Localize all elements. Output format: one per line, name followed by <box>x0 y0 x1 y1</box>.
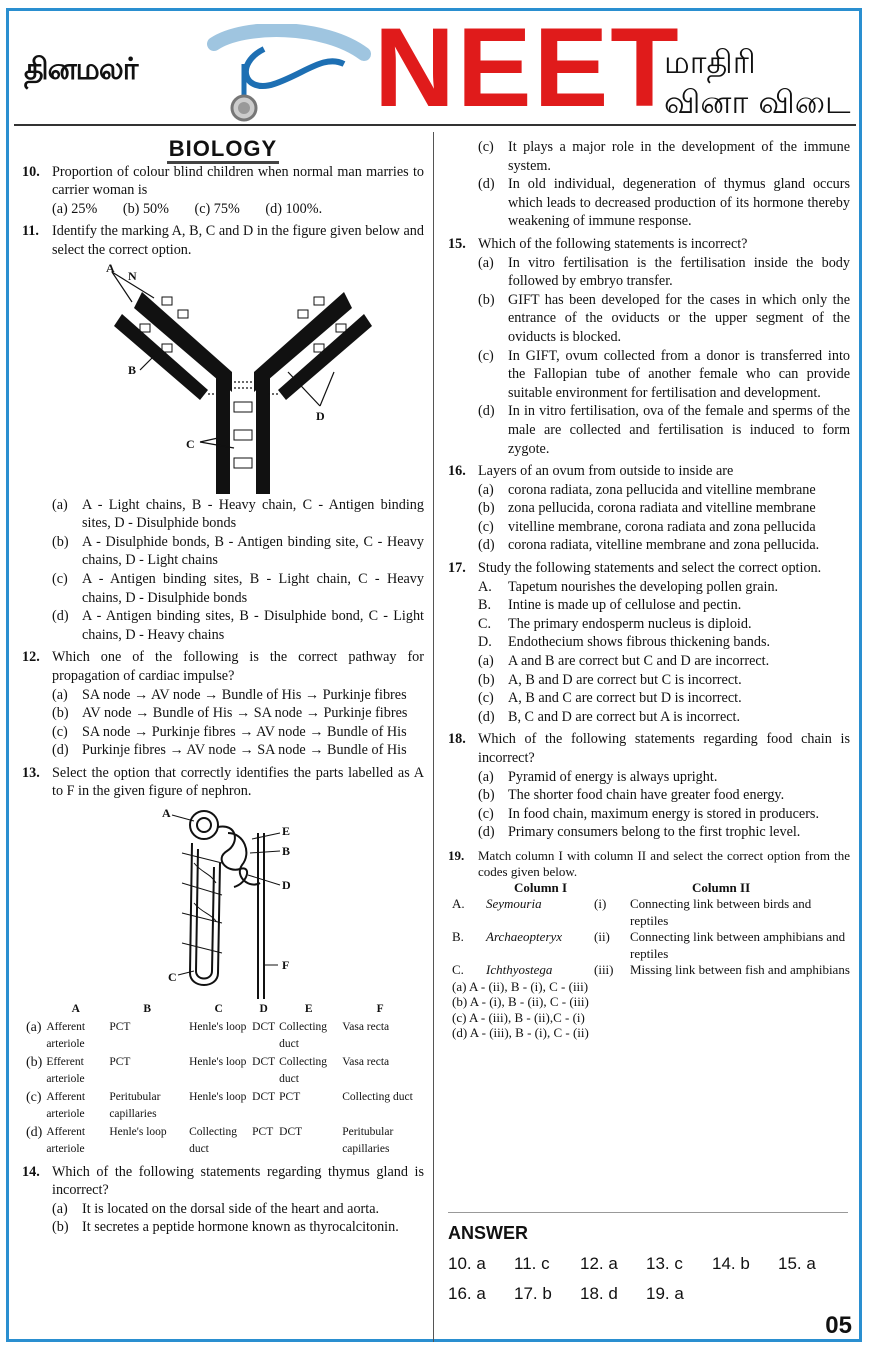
match-codes <box>452 979 850 1041</box>
option-letter: (c) <box>478 518 494 535</box>
table-cell: Peritubular capillaries <box>109 1090 161 1121</box>
question-number: 15. <box>448 235 466 252</box>
column-ii-header: Column II <box>692 879 751 895</box>
antibody-figure <box>22 262 422 494</box>
question-number: 11. <box>22 223 39 240</box>
statement-letter: C. <box>478 615 492 632</box>
option-text: In in vitro fertilisation, ova of the female and sperms of the male are collected and fertilisation is induced to form zygote. <box>508 403 850 457</box>
table-cell: Peritubular capillaries <box>342 1125 394 1156</box>
stem-left <box>216 372 230 494</box>
option-b <box>52 1218 424 1237</box>
question-text: Which of the following statements regarding thymus gland is incorrect? <box>52 1163 424 1199</box>
option-text: GIFT has been developed for the cases in which only the entrance of the oviducts or the upper segment of the oviducts is blocked. <box>508 291 850 345</box>
option-letter: (d) <box>52 608 69 625</box>
table-cell: PCT <box>109 1055 131 1068</box>
page-number: 05 <box>825 1312 852 1339</box>
question-text: Which one of the following is the correct pathway for propagation of cardiac impulse? <box>52 649 424 684</box>
fig-label-c: C <box>186 436 195 451</box>
table-cell: Henle's loop <box>109 1125 167 1138</box>
option-letter: (a) <box>478 481 494 498</box>
option-text: Pyramid of energy is always upright. <box>508 768 718 785</box>
question-text: Identify the marking A, B, C and D in the figure given below and select the correct option. <box>52 223 424 258</box>
option-text: A - Light chains, B - Heavy chain, C - Antigen binding sites, D - Disulphide bonds <box>82 496 424 532</box>
table-cell: Collecting duct <box>279 1055 328 1086</box>
option-b <box>478 786 850 805</box>
column-i-header: Column I <box>514 879 568 895</box>
answer-key <box>448 1212 848 1304</box>
option-letter: (d) <box>478 708 495 725</box>
table-cell: DCT <box>252 1055 276 1068</box>
option-letter: (b) <box>478 500 495 517</box>
option-letter: (b) <box>478 671 495 688</box>
option-a <box>478 652 850 671</box>
option-letter: (c) <box>478 805 494 822</box>
option-text: It plays a major role in the development of the immune system. <box>508 139 850 174</box>
question-number: 14. <box>22 1163 40 1180</box>
table-cell: DCT <box>252 1090 276 1103</box>
option-text: SA node → AV node → Bundle of His → Purkinje fibres <box>82 686 407 703</box>
option-text: B, C and D are correct but A is incorrect. <box>508 708 741 725</box>
option-b <box>478 671 850 690</box>
question-15 <box>448 235 850 254</box>
answer-item: 12. a <box>580 1254 618 1273</box>
option-letter: (a) <box>478 653 494 670</box>
option-letter: (b) <box>478 291 495 308</box>
fig-label-b: B <box>282 844 291 859</box>
option-b <box>478 291 850 347</box>
statement-b <box>478 596 850 615</box>
question-number: 16. <box>448 463 466 480</box>
question-text: Layers of an ovum from outside to inside are <box>478 463 734 480</box>
table-cell: PCT <box>252 1125 274 1138</box>
table-header <box>24 1001 44 1019</box>
option-letter: (b) <box>52 1219 69 1236</box>
option-letter: (c) <box>478 690 494 707</box>
question-number: 17. <box>448 560 466 577</box>
option-b <box>52 704 424 723</box>
option-letter: (d) <box>478 824 495 841</box>
option-letter: (b) <box>52 705 69 722</box>
option-d <box>478 402 850 458</box>
statement-d <box>478 633 850 652</box>
table-cell: (a) <box>26 1019 42 1035</box>
answer-item: 14. b <box>712 1254 750 1273</box>
option-c <box>478 347 850 403</box>
table-cell: DCT <box>279 1125 303 1138</box>
option-text: SA node → Purkinje fibres → AV node → Bundle of His <box>82 723 407 740</box>
option-text: It secretes a peptide hormone known as thyrocalcitonin. <box>82 1219 399 1236</box>
option-a <box>478 481 850 500</box>
column-divider <box>433 132 434 1342</box>
table-cell: Henle's loop <box>189 1090 247 1103</box>
option-text: corona radiata, zona pellucida and vitelline membrane <box>508 481 816 498</box>
option-b <box>478 499 850 518</box>
statement-text: Intine is made up of cellulose and pectin. <box>508 597 742 614</box>
option-text: A - Disulphide bonds, B - Antigen binding site, C - Heavy chains, D - Light chains <box>82 533 424 569</box>
statement-text: Endothecium shows fibrous thickening bands. <box>508 634 771 651</box>
right-column <box>448 138 850 1041</box>
option: (c) 75% <box>194 200 240 217</box>
table-header: E <box>304 1003 313 1016</box>
option-text: In food chain, maximum energy is stored in producers. <box>508 805 820 822</box>
table-row <box>24 1089 420 1124</box>
match-row: B. Archaeopteryx (ii) Connecting link between amphibians and reptiles <box>452 929 846 961</box>
option-text: zona pellucida, corona radiata and vitelline membrane <box>508 500 816 517</box>
option-d <box>478 536 850 555</box>
answer-title: ANSWER <box>448 1212 848 1244</box>
statement-text: Tapetum nourishes the developing pollen grain. <box>508 578 779 595</box>
option-c <box>478 518 850 537</box>
fig-label-d: D <box>282 878 291 893</box>
option-letter: (b) <box>52 533 69 550</box>
option-letter: (c) <box>478 139 494 155</box>
table-cell: Collecting duct <box>189 1125 237 1156</box>
option-letter: (d) <box>478 176 495 193</box>
option-text: corona radiata, vitelline membrane and zona pellucida. <box>508 537 820 554</box>
option-c <box>52 570 424 607</box>
question-number: 12. <box>22 649 40 666</box>
option-letter: (a) <box>478 254 494 271</box>
option-letter: (b) <box>478 787 495 804</box>
page-header <box>14 5 856 130</box>
question-11 <box>22 222 424 259</box>
question-text: Which of the following statements is incorrect? <box>478 235 748 252</box>
table-header: A <box>71 1003 80 1016</box>
option-c <box>478 138 850 175</box>
answer-item: 13. c <box>646 1254 683 1273</box>
table-cell: Vasa recta <box>342 1020 390 1033</box>
fig-label-b: B <box>128 362 137 377</box>
question-13 <box>22 764 424 801</box>
table-cell: PCT <box>109 1020 131 1033</box>
option-letter: (d) <box>478 537 495 554</box>
option-a <box>478 768 850 787</box>
fig-label-d: D <box>316 408 325 423</box>
question-14 <box>22 1163 424 1200</box>
option-text: AV node → Bundle of His → SA node → Purkinje fibres <box>82 705 408 722</box>
option-text: A, B and C are correct but D is incorrect. <box>508 690 742 707</box>
question-17 <box>448 559 850 578</box>
option-d <box>478 823 850 842</box>
table-header-row <box>24 1001 420 1019</box>
option-c <box>478 689 850 708</box>
option-a <box>52 496 424 533</box>
left-column <box>22 138 424 1237</box>
statement-letter: B. <box>478 597 492 614</box>
option-text: A and B are correct but C and D are incorrect. <box>508 653 770 670</box>
option-text: In vitro fertilisation is the fertilisation inside the body followed by embryo transfer. <box>508 254 850 290</box>
option-d <box>52 741 424 760</box>
statement-letter: D. <box>478 634 492 651</box>
answer-row <box>448 1254 848 1274</box>
option-letter: (a) <box>52 496 68 513</box>
option-letter: (d) <box>478 403 495 420</box>
answer-item: 11. c <box>514 1254 550 1273</box>
option-a <box>52 686 424 705</box>
answer-item: 10. a <box>448 1254 486 1273</box>
table-row <box>24 1124 420 1159</box>
table-header: C <box>214 1003 223 1016</box>
table-cell: (d) <box>26 1124 43 1140</box>
option-text: It is located on the dorsal side of the heart and aorta. <box>82 1200 380 1217</box>
question-text: Study the following statements and select the correct option. <box>478 560 822 577</box>
option-c <box>478 805 850 824</box>
table-cell: Afferent arteriole <box>46 1090 86 1121</box>
option-c <box>52 723 424 742</box>
option-text: vitelline membrane, corona radiata and zona pellucida <box>508 518 816 535</box>
option: (d) 100%. <box>265 200 323 217</box>
table-row <box>24 1019 420 1054</box>
question-19 <box>448 848 850 880</box>
question-number: 10. <box>22 163 40 180</box>
table-cell: PCT <box>279 1090 301 1103</box>
table-cell: (b) <box>26 1054 43 1070</box>
table-cell: Collecting duct <box>279 1020 328 1051</box>
subtitle-line-2: வினா விடை <box>664 83 851 121</box>
option-text: In old individual, degeneration of thymus gland occurs which leads to decreased production of its hormone thereby weakening of immune response. <box>508 176 850 230</box>
fig-label-f: F <box>282 958 290 973</box>
table-cell: Efferent arteriole <box>46 1055 85 1086</box>
fig-label-n: N <box>128 268 137 283</box>
subtitle-line-1: மாதிரி <box>664 43 756 81</box>
option-letter: (a) <box>478 768 494 785</box>
stem-right <box>256 372 270 494</box>
question-text: Match column I with column II and select the correct option from the codes given below. <box>478 847 850 879</box>
code-option: (b) A - (i), B - (ii), C - (iii) <box>452 994 589 1010</box>
subject-heading: BIOLOGY <box>22 140 424 159</box>
match-row: C. Ichthyostega (iii) Missing link between fish and amphibians <box>452 962 850 978</box>
option-text: A, B and D are correct but C is incorrect. <box>508 671 742 688</box>
table-header: D <box>259 1003 268 1016</box>
option-letter: (a) <box>52 1200 68 1217</box>
table-cell: Collecting duct <box>342 1090 413 1103</box>
option-d <box>52 607 424 644</box>
answer-item: 17. b <box>514 1284 552 1303</box>
question-number: 18. <box>448 731 466 748</box>
option-d <box>478 708 850 727</box>
table-row <box>24 1054 420 1089</box>
table-cell: Vasa recta <box>342 1055 390 1068</box>
answer-item: 16. a <box>448 1284 486 1303</box>
neet-title: NEET <box>374 5 681 130</box>
option-a <box>478 254 850 291</box>
option-text: In GIFT, ovum collected from a donor is transferred into the Fallopian tube of another female who can provide suitable environment for fertilisation and development. <box>508 347 850 401</box>
statement-letter: A. <box>478 578 492 595</box>
statement-a <box>478 578 850 597</box>
q10-options <box>52 200 424 219</box>
question-text: Proportion of colour blind children when normal man marries to carrier woman is <box>52 163 424 199</box>
option-letter: (d) <box>52 742 69 759</box>
option-b <box>52 533 424 570</box>
table-cell: Henle's loop <box>189 1020 247 1033</box>
option-text: A - Antigen binding sites, B - Disulphide bond, C - Light chains, D - Heavy chains <box>82 608 424 643</box>
option-text: The shorter food chain have greater food energy. <box>508 787 785 804</box>
answer-item: 19. a <box>646 1284 684 1303</box>
option-d <box>478 175 850 231</box>
option: (b) 50% <box>122 200 169 217</box>
stethoscope-icon <box>204 24 374 124</box>
option-text: Primary consumers belong to the first trophic level. <box>508 824 801 841</box>
fig-label-c: C <box>168 970 177 985</box>
fig-label-e: E <box>282 824 291 839</box>
table-cell: (c) <box>26 1089 42 1105</box>
option-letter: (c) <box>478 347 494 364</box>
table-cell: Afferent arteriole <box>46 1020 86 1051</box>
answer-item: 15. a <box>778 1254 816 1273</box>
option-letter: (c) <box>52 570 68 587</box>
option-text: Purkinje fibres → AV node → SA node → Bundle of His <box>82 742 407 759</box>
question-16 <box>448 462 850 481</box>
question-number: 19. <box>448 847 465 863</box>
table-header: F <box>376 1003 384 1016</box>
header-subtitle <box>664 42 850 122</box>
fig-label-a: A <box>106 261 115 275</box>
newspaper-logo: தினமலர் <box>24 52 138 87</box>
match-row: A. Seymouria (i) Connecting link between birds and reptiles <box>452 896 812 928</box>
fig-label-a: A <box>162 806 171 821</box>
code-option: (a) A - (ii), B - (i), C - (iii) <box>452 978 589 994</box>
question-10 <box>22 163 424 200</box>
table-header: B <box>143 1003 152 1016</box>
question-18 <box>448 730 850 767</box>
question-text: Select the option that correctly identifies the parts labelled as A to F in the given figure of nephron. <box>52 764 424 800</box>
statement-text: The primary endosperm nucleus is diploid. <box>508 615 752 632</box>
table-cell: Afferent arteriole <box>46 1125 86 1156</box>
question-12 <box>22 648 424 685</box>
option-text: A - Antigen binding sites, B - Light chain, C - Heavy chains, D - Disulphide bonds <box>82 570 424 606</box>
q13-options-table <box>24 1001 420 1159</box>
code-option: (d) A - (iii), B - (i), C - (ii) <box>452 1025 589 1041</box>
question-number: 13. <box>22 764 40 781</box>
match-column-headers <box>514 880 850 897</box>
option: (a) 25% <box>52 200 98 217</box>
option-letter: (c) <box>52 723 68 740</box>
answer-item: 18. d <box>580 1284 618 1303</box>
answer-row <box>448 1284 848 1304</box>
statement-c <box>478 615 850 634</box>
option-letter: (a) <box>52 686 68 703</box>
option-a <box>52 1200 424 1219</box>
code-option: (c) A - (iii), B - (ii),C - (i) <box>452 1009 585 1025</box>
table-cell: DCT <box>252 1020 276 1033</box>
table-cell: Henle's loop <box>189 1055 247 1068</box>
nephron-figure <box>22 803 422 999</box>
question-text: Which of the following statements regarding food chain is incorrect? <box>478 731 850 766</box>
